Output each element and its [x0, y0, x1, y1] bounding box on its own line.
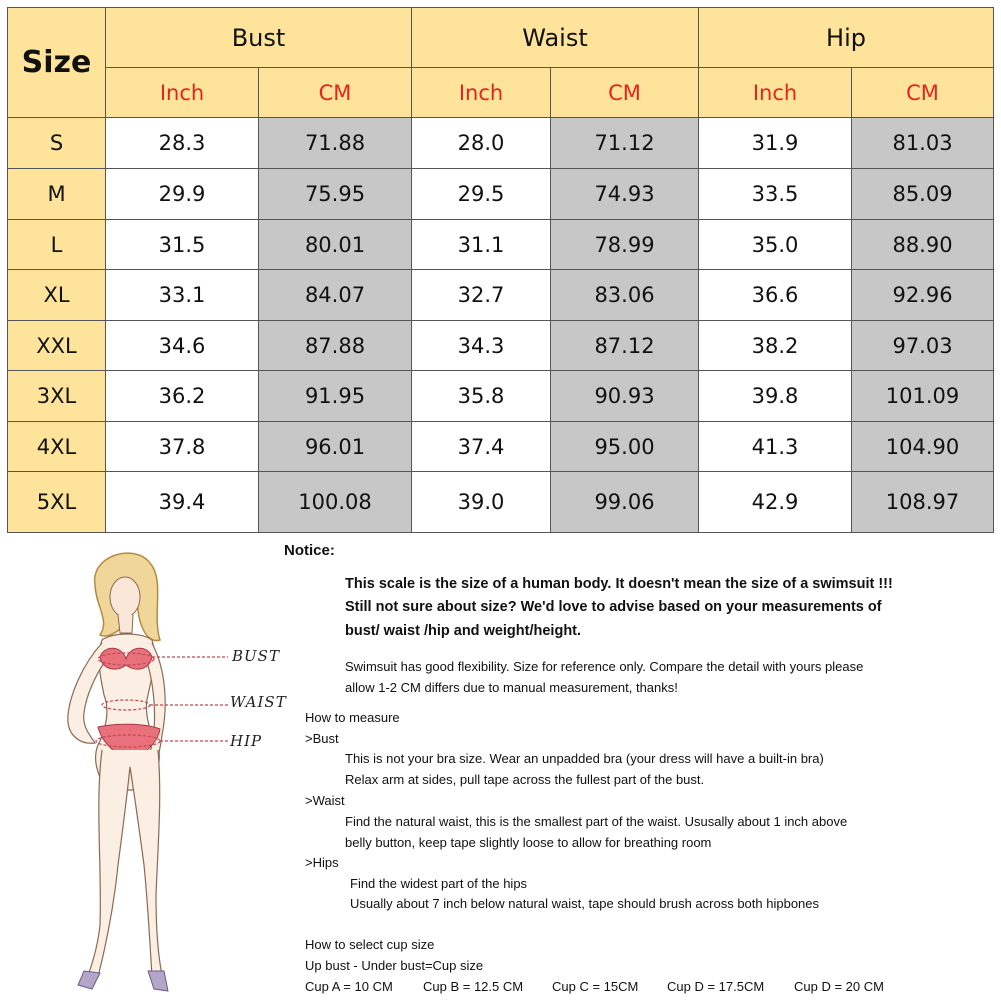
unit-header: CM	[852, 68, 994, 118]
flexibility-line: allow 1-2 CM differs due to manual measurement, thanks!	[345, 680, 678, 695]
bust-label: BUST	[232, 647, 280, 665]
legs-shape	[88, 750, 162, 977]
size-label-cell: M	[8, 169, 106, 220]
table-row	[8, 472, 994, 533]
waist-group-header: Waist	[412, 8, 699, 68]
bust-heading: >Bust	[305, 731, 339, 746]
size-label-cell: 5XL	[8, 472, 106, 533]
cm-value-cell: 101.09	[852, 371, 994, 422]
cm-value-cell: 90.93	[551, 371, 699, 422]
cm-value-cell: 80.01	[259, 220, 412, 270]
size-label-cell: XL	[8, 270, 106, 321]
cm-value-cell: 95.00	[551, 422, 699, 472]
notice-bold-line: Still not sure about size? We'd love to advise based on your measurements of	[345, 599, 882, 615]
size-label-cell: S	[8, 118, 106, 169]
table-unit-header-row	[8, 68, 994, 118]
inch-value-cell: 31.5	[106, 220, 259, 270]
size-chart-table	[7, 7, 994, 533]
shoe-shape	[78, 971, 100, 989]
bust-instruction: This is not your bra size. Wear an unpadded bra (your dress will have a built-in bra)	[345, 751, 824, 766]
cm-value-cell: 75.95	[259, 169, 412, 220]
inch-value-cell: 32.7	[412, 270, 551, 321]
cm-value-cell: 71.12	[551, 118, 699, 169]
inch-value-cell: 31.1	[412, 220, 551, 270]
table-row	[8, 118, 994, 169]
cm-value-cell: 104.90	[852, 422, 994, 472]
inch-value-cell: 28.0	[412, 118, 551, 169]
size-label-cell: L	[8, 220, 106, 270]
cup-d-value: Cup D = 17.5CM	[667, 979, 765, 994]
inch-value-cell: 42.9	[699, 472, 852, 533]
shoe-shape	[148, 971, 168, 991]
inch-value-cell: 34.6	[106, 321, 259, 371]
hip-group-header: Hip	[699, 8, 994, 68]
inch-value-cell: 29.5	[412, 169, 551, 220]
inch-value-cell: 39.0	[412, 472, 551, 533]
inch-value-cell: 33.1	[106, 270, 259, 321]
cm-value-cell: 83.06	[551, 270, 699, 321]
notice-bold-line: bust/ waist /hip and weight/height.	[345, 623, 582, 639]
cm-value-cell: 96.01	[259, 422, 412, 472]
cm-value-cell: 91.95	[259, 371, 412, 422]
table-row	[8, 422, 994, 472]
inch-value-cell: 36.2	[106, 371, 259, 422]
unit-header: Inch	[699, 68, 852, 118]
cm-value-cell: 81.03	[852, 118, 994, 169]
waist-instruction: belly button, keep tape slightly loose to allow for breathing room	[345, 835, 712, 850]
size-column-header: Size	[8, 8, 106, 118]
cm-value-cell: 87.12	[551, 321, 699, 371]
inch-value-cell: 28.3	[106, 118, 259, 169]
cup-size-formula: Up bust - Under bust=Cup size	[305, 958, 484, 973]
table-row	[8, 321, 994, 371]
table-row	[8, 371, 994, 422]
unit-header: Inch	[106, 68, 259, 118]
table-group-header-row	[8, 8, 994, 68]
notice-bold-line: This scale is the size of a human body. It doesn't mean the size of a swimsuit !!!	[345, 576, 893, 592]
table-row	[8, 220, 994, 270]
face-shape	[110, 577, 140, 617]
unit-header: CM	[551, 68, 699, 118]
cup-c-value: Cup C = 15CM	[552, 979, 639, 994]
inch-value-cell: 33.5	[699, 169, 852, 220]
inch-value-cell: 37.4	[412, 422, 551, 472]
cm-value-cell: 78.99	[551, 220, 699, 270]
cup-b-value: Cup B = 12.5 CM	[423, 979, 524, 994]
inch-value-cell: 31.9	[699, 118, 852, 169]
body-measurement-figure	[40, 545, 300, 995]
flexibility-line: Swimsuit has good flexibility. Size for reference only. Compare the detail with yours please	[345, 659, 864, 674]
waist-label: WAIST	[230, 693, 287, 711]
bust-instruction: Relax arm at sides, pull tape across the fullest part of the bust.	[345, 772, 705, 787]
cm-value-cell: 71.88	[259, 118, 412, 169]
inch-value-cell: 29.9	[106, 169, 259, 220]
cm-value-cell: 88.90	[852, 220, 994, 270]
cm-value-cell: 92.96	[852, 270, 994, 321]
size-label-cell: XXL	[8, 321, 106, 371]
cm-value-cell: 108.97	[852, 472, 994, 533]
waist-heading: >Waist	[305, 793, 345, 808]
notice-title: Notice:	[284, 542, 335, 559]
hip-label: HIP	[230, 732, 263, 750]
hips-instruction: Find the widest part of the hips	[350, 876, 528, 891]
cm-value-cell: 100.08	[259, 472, 412, 533]
inch-value-cell: 41.3	[699, 422, 852, 472]
hips-heading: >Hips	[305, 855, 339, 870]
cup-size-heading: How to select cup size	[305, 937, 435, 952]
cm-value-cell: 74.93	[551, 169, 699, 220]
cm-value-cell: 84.07	[259, 270, 412, 321]
inch-value-cell: 35.8	[412, 371, 551, 422]
size-label-cell: 4XL	[8, 422, 106, 472]
table-body	[8, 118, 994, 533]
cm-value-cell: 99.06	[551, 472, 699, 533]
hips-instruction: Usually about 7 inch below natural waist, tape should brush across both hipbones	[350, 896, 820, 911]
unit-header: CM	[259, 68, 412, 118]
size-label-cell: 3XL	[8, 371, 106, 422]
cup-a-value: Cup A = 10 CM	[305, 979, 393, 994]
inch-value-cell: 38.2	[699, 321, 852, 371]
how-to-measure-heading: How to measure	[305, 710, 400, 725]
table-row	[8, 270, 994, 321]
inch-value-cell: 39.4	[106, 472, 259, 533]
inch-value-cell: 36.6	[699, 270, 852, 321]
inch-value-cell: 37.8	[106, 422, 259, 472]
bust-group-header: Bust	[106, 8, 412, 68]
cup-d2-value: Cup D = 20 CM	[794, 979, 884, 994]
inch-value-cell: 34.3	[412, 321, 551, 371]
cm-value-cell: 87.88	[259, 321, 412, 371]
waist-instruction: Find the natural waist, this is the smallest part of the waist. Ususally about 1 inch above	[345, 814, 848, 829]
unit-header: Inch	[412, 68, 551, 118]
inch-value-cell: 35.0	[699, 220, 852, 270]
inch-value-cell: 39.8	[699, 371, 852, 422]
cm-value-cell: 97.03	[852, 321, 994, 371]
cm-value-cell: 85.09	[852, 169, 994, 220]
table-row	[8, 169, 994, 220]
